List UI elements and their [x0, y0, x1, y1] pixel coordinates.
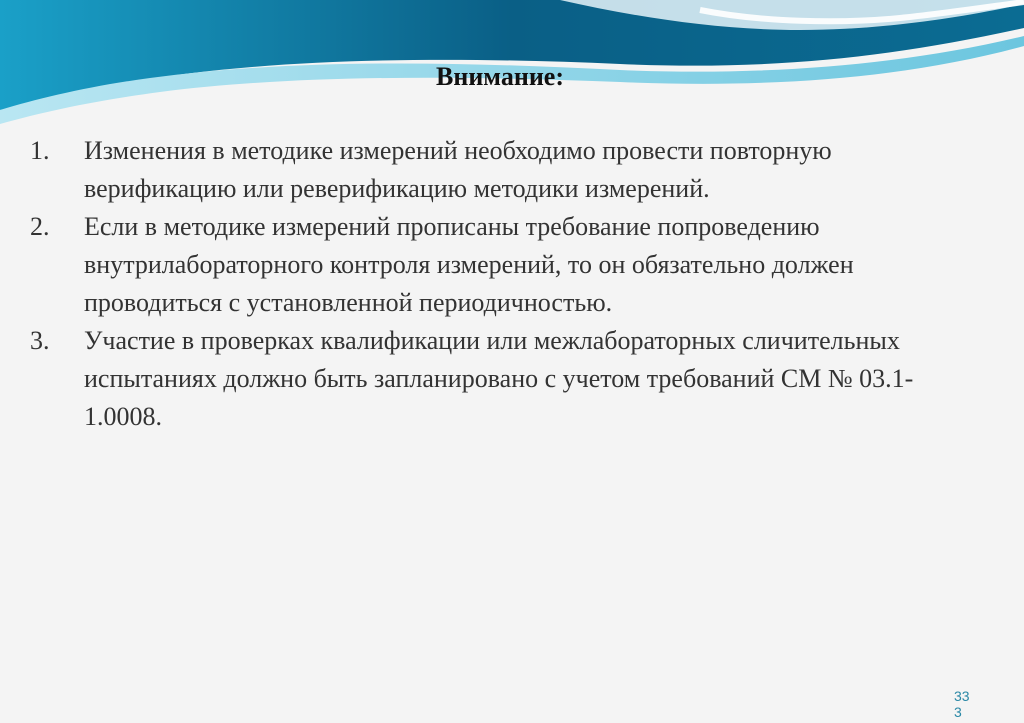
page-number: 33 3	[954, 688, 970, 720]
list-item-text: Изменения в методике измерений необходимо провести повторную верификацию или реверификацию методики измерений.	[84, 136, 832, 203]
list-item	[30, 208, 930, 322]
list-item-text: Если в методике измерений прописаны требование попроведению внутрилабораторного контроля измерений, то он обязательно должен проводиться с установленной периодичностью.	[84, 212, 854, 317]
slide-title: Внимание:	[436, 62, 564, 91]
list-item	[30, 132, 930, 208]
numbered-list	[30, 132, 930, 436]
list-item-number: 3.	[30, 326, 50, 355]
list-item-number: 1.	[30, 136, 50, 165]
list-item-number: 2.	[30, 212, 50, 241]
list-item	[30, 322, 930, 436]
list-item-text: Участие в проверках квалификации или межлабораторных сличительных испытаниях должно быть запланировано с учетом требований СМ № 03.1-1.0008.	[84, 326, 914, 431]
